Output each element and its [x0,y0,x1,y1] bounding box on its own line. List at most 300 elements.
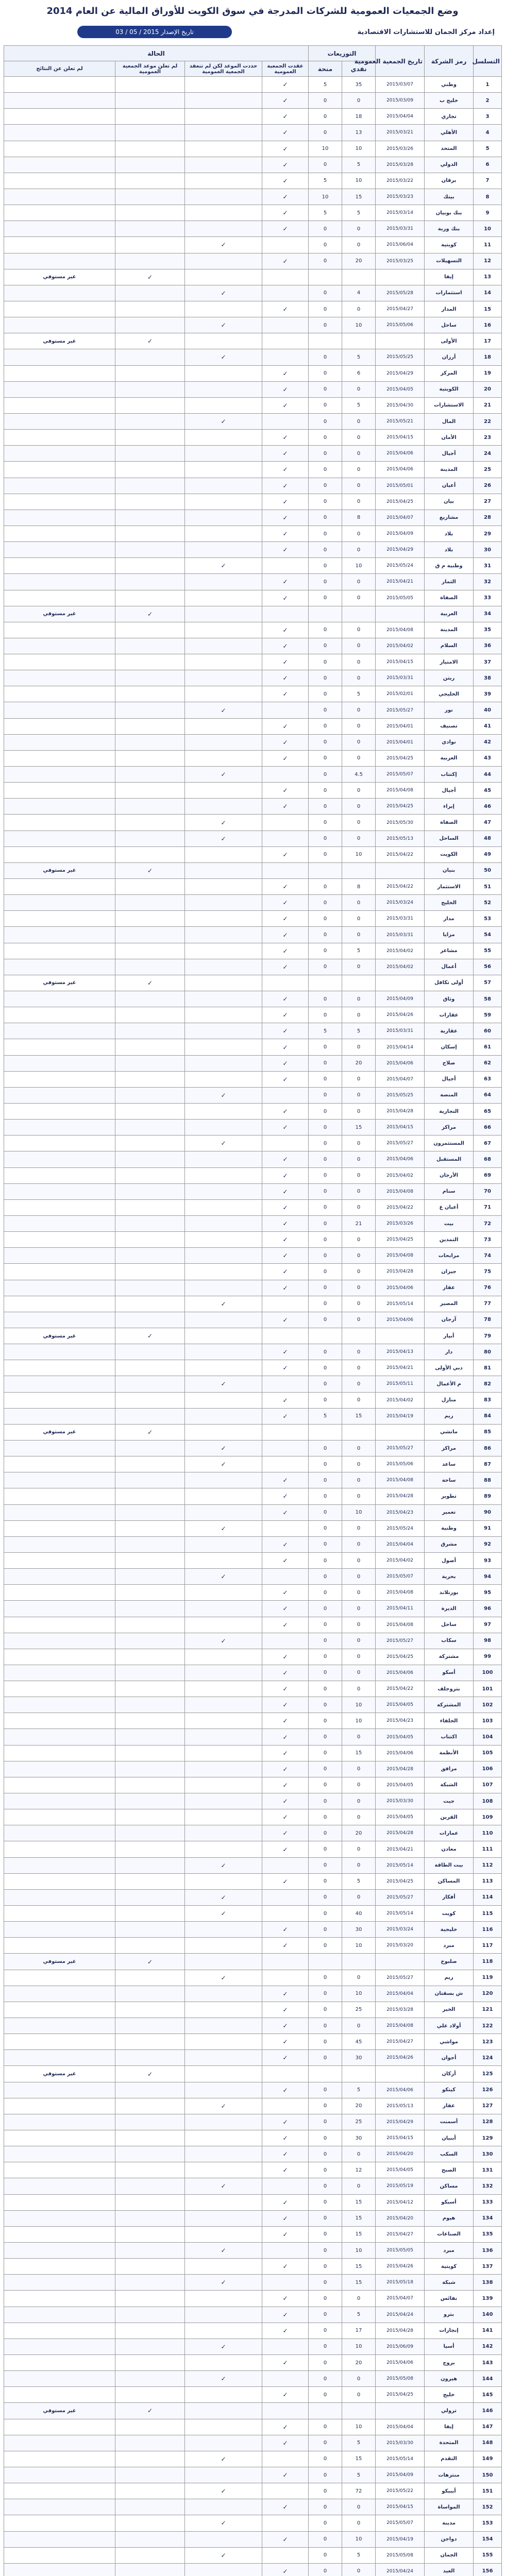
row-cash: 0 [342,2563,376,2576]
table-row [4,221,502,237]
row-serial: 53 [474,911,502,927]
row-serial: 28 [474,510,502,526]
row-not-met [4,141,115,157]
row-agm-date: 2015/04/08 [376,1183,425,1199]
row-set [185,1151,262,1167]
row-company: تجاري [425,109,474,125]
row-not-met: غير مستوفي [4,1328,115,1344]
row-set [185,478,262,494]
row-company: ساحل [425,317,474,333]
row-held: ✓ [262,2162,309,2178]
row-stock [309,606,342,622]
table-row [4,2098,502,2114]
row-agm-date: 2015/05/27 [376,1136,425,1151]
row-not-set [115,1408,185,1424]
table-row [4,2354,502,2370]
row-cash: 5 [342,943,376,959]
row-set [185,2259,262,2275]
row-cash: 0 [342,734,376,750]
row-set [185,125,262,141]
row-serial: 108 [474,1793,502,1809]
row-cash: 18 [342,109,376,125]
row-serial: 76 [474,1280,502,1296]
row-not-set: ✓ [115,2066,185,2082]
row-not-set: ✓ [115,862,185,878]
row-agm-date: 2015/04/30 [376,397,425,413]
row-agm-date: 2015/04/21 [376,574,425,590]
row-company: نوادي [425,734,474,750]
row-held [262,2371,309,2387]
row-serial: 98 [474,1633,502,1649]
row-held: ✓ [262,1039,309,1055]
row-stock: 0 [309,2499,342,2515]
row-company: خليج ب [425,93,474,109]
row-set [185,2018,262,2034]
row-stock: 0 [309,2275,342,2291]
row-not-set [115,1183,185,1199]
row-company: الساحل [425,831,474,846]
row-cash: 5 [342,1023,376,1039]
table-row [4,846,502,862]
row-serial: 154 [474,2531,502,2547]
row-serial: 116 [474,1922,502,1938]
table-row [4,862,502,878]
row-not-met: غير مستوفي [4,333,115,349]
row-cash: 5 [342,2307,376,2323]
row-cash: 5 [342,2435,376,2451]
row-held: ✓ [262,1488,309,1504]
row-agm-date [376,1954,425,1970]
row-company: كيتكو [425,2082,474,2098]
row-set [185,1104,262,1120]
row-cash: 0 [342,1970,376,1986]
row-agm-date: 2015/03/31 [376,670,425,686]
row-cash: 15 [342,1120,376,1136]
row-not-set [115,2018,185,2034]
row-not-met [4,397,115,413]
row-not-met [4,1248,115,1264]
row-company: منازل [425,1392,474,1408]
row-serial: 153 [474,2515,502,2531]
row-not-met [4,253,115,269]
row-serial: 139 [474,2291,502,2307]
row-serial: 134 [474,2210,502,2226]
row-stock: 0 [309,2323,342,2338]
row-cash: 25 [342,2002,376,2018]
row-not-set [115,1922,185,1938]
row-cash: 0 [342,1264,376,1280]
row-agm-date: 2015/03/28 [376,2002,425,2018]
row-stock: 5 [309,77,342,93]
row-agm-date: 2015/04/05 [376,1729,425,1745]
row-company: التسهيلات [425,253,474,269]
row-agm-date: 2015/04/23 [376,1713,425,1729]
row-not-set [115,365,185,381]
table-row [4,2387,502,2403]
row-set: ✓ [185,1520,262,1536]
row-held: ✓ [262,959,309,975]
row-company: كويتية [425,237,474,253]
row-stock: 0 [309,734,342,750]
table-row [4,606,502,622]
row-not-met [4,558,115,574]
row-not-set [115,2242,185,2258]
row-held: ✓ [262,1183,309,1199]
row-serial: 141 [474,2323,502,2338]
row-held: ✓ [262,2323,309,2338]
table-row [4,2515,502,2531]
table-row [4,1857,502,1873]
row-not-met [4,750,115,766]
row-stock: 0 [309,2483,342,2499]
row-agm-date: 2015/04/24 [376,2563,425,2576]
row-company: دبي الأولى [425,1360,474,1376]
row-not-met [4,846,115,862]
row-set: ✓ [185,1906,262,1922]
row-not-met [4,1376,115,1392]
row-held: ✓ [262,526,309,541]
row-agm-date: 2015/04/27 [376,2034,425,2050]
table-row [4,1697,502,1713]
row-serial: 1 [474,77,502,93]
table-row [4,381,502,397]
row-stock: 0 [309,1312,342,1328]
row-agm-date: 2015/04/24 [376,2307,425,2323]
table-row [4,1761,502,1777]
row-not-met [4,2114,115,2130]
row-cash [342,2403,376,2419]
row-stock: 0 [309,285,342,301]
row-held: ✓ [262,2467,309,2483]
row-cash: 0 [342,1569,376,1585]
row-not-set [115,2371,185,2387]
row-not-met [4,1151,115,1167]
row-agm-date: 2015/05/27 [376,1970,425,1986]
row-not-set [115,1136,185,1151]
row-held: ✓ [262,1392,309,1408]
row-stock: 0 [309,1392,342,1408]
table-row [4,2483,502,2499]
row-agm-date: 2015/04/02 [376,1167,425,1183]
row-not-met [4,2307,115,2323]
row-cash: 25 [342,2114,376,2130]
row-not-met [4,430,115,446]
row-stock: 0 [309,1841,342,1857]
row-company: بتروجلف [425,1681,474,1697]
row-not-met: غير مستوفي [4,1424,115,1440]
row-company: المدار [425,301,474,317]
prepared-by [358,26,495,39]
row-serial: 83 [474,1392,502,1408]
row-cash: 0 [342,413,376,429]
table-row [4,1504,502,1520]
row-set [185,1729,262,1745]
row-stock: 0 [309,1488,342,1504]
row-set: ✓ [185,1136,262,1151]
row-serial: 102 [474,1697,502,1713]
row-serial: 137 [474,2259,502,2275]
row-serial: 6 [474,157,502,173]
row-cash: 30 [342,2130,376,2146]
row-not-set [115,670,185,686]
row-not-set [115,189,185,205]
row-agm-date: 2015/05/07 [376,1569,425,1585]
row-stock: 0 [309,1938,342,1954]
row-company: أسيكو [425,2194,474,2210]
row-not-set [115,1585,185,1601]
row-set: ✓ [185,2275,262,2291]
row-not-set [115,1007,185,1023]
table-row [4,750,502,766]
row-not-set [115,397,185,413]
row-cash: 8 [342,879,376,895]
row-stock: 0 [309,93,342,109]
row-held: ✓ [262,430,309,446]
row-company: المدينة [425,462,474,478]
row-stock: 5 [309,173,342,189]
row-stock: 0 [309,2515,342,2531]
row-stock: 0 [309,1232,342,1248]
row-agm-date: 2015/04/02 [376,959,425,975]
row-not-met [4,2371,115,2387]
row-agm-date: 2015/04/25 [376,799,425,815]
row-agm-date: 2015/04/23 [376,1504,425,1520]
row-set: ✓ [185,2242,262,2258]
row-stock: 10 [309,189,342,205]
row-company: المستثمرون [425,1136,474,1151]
row-set [185,2226,262,2242]
row-held [262,815,309,831]
table-row [4,2162,502,2178]
row-stock: 0 [309,2114,342,2130]
table-row [4,2002,502,2018]
row-stock: 0 [309,2098,342,2114]
row-agm-date: 2015/04/06 [376,2082,425,2098]
table-row [4,109,502,125]
table-row [4,93,502,109]
row-not-set [115,1649,185,1665]
row-set [185,365,262,381]
row-held [262,237,309,253]
row-set [185,1649,262,1665]
row-held [262,1889,309,1905]
row-set [185,670,262,686]
row-not-set [115,2435,185,2451]
row-held: ✓ [262,189,309,205]
row-stock: 0 [309,1536,342,1552]
row-not-set [115,2034,185,2050]
row-agm-date: 2015/04/02 [376,638,425,654]
row-set [185,397,262,413]
row-cash: 0 [342,799,376,815]
row-company: كويت [425,1906,474,1922]
row-not-set [115,285,185,301]
row-stock: 5 [309,1408,342,1424]
row-not-met [4,301,115,317]
row-not-set [115,2130,185,2146]
row-company: عقار [425,2098,474,2114]
table-row [4,831,502,846]
row-serial: 59 [474,1007,502,1023]
row-not-set [115,317,185,333]
row-not-met: غير مستوفي [4,2066,115,2082]
col-held: عقدت الجمعية العمومية [262,61,309,77]
row-set [185,1039,262,1055]
row-serial: 32 [474,574,502,590]
row-stock: 0 [309,1199,342,1215]
row-company: مواشي [425,2034,474,2050]
row-cash: 0 [342,2018,376,2034]
row-stock: 0 [309,1922,342,1938]
row-serial: 145 [474,2387,502,2403]
row-stock: 0 [309,446,342,462]
row-stock: 0 [309,1873,342,1889]
row-stock: 0 [309,1520,342,1536]
row-set [185,462,262,478]
row-not-set [115,2210,185,2226]
row-set [185,1424,262,1440]
row-held: ✓ [262,1601,309,1617]
row-cash: 20 [342,2354,376,2370]
row-agm-date: 2015/04/20 [376,2210,425,2226]
row-not-set [115,2467,185,2483]
row-agm-date: 2015/05/18 [376,2275,425,2291]
row-stock: 0 [309,590,342,606]
row-company: الامتياز [425,654,474,670]
row-not-met [4,702,115,718]
row-set [185,2210,262,2226]
row-set [185,991,262,1007]
row-not-met [4,1857,115,1873]
row-serial: 60 [474,1023,502,1039]
row-not-met [4,1809,115,1825]
row-not-met [4,1360,115,1376]
row-cash: 0 [342,93,376,109]
row-agm-date: 2015/04/20 [376,2146,425,2162]
row-not-set [115,1392,185,1408]
row-agm-date: 2015/04/28 [376,1825,425,1841]
row-stock: 0 [309,1264,342,1280]
row-held: ✓ [262,141,309,157]
row-not-met [4,1039,115,1055]
row-serial: 131 [474,2162,502,2178]
row-stock: 0 [309,1215,342,1231]
row-cash: 0 [342,590,376,606]
table-row [4,670,502,686]
row-set [185,446,262,462]
row-stock: 0 [309,1087,342,1103]
row-agm-date: 2015/03/31 [376,911,425,927]
row-agm-date: 2015/04/15 [376,2130,425,2146]
row-held: ✓ [262,654,309,670]
row-stock: 0 [309,542,342,558]
row-not-met [4,1488,115,1504]
row-cash [342,606,376,622]
row-not-met [4,413,115,429]
row-not-set [115,1023,185,1039]
table-row [4,879,502,895]
row-serial: 150 [474,2467,502,2483]
row-set [185,1809,262,1825]
table-row [4,1681,502,1697]
row-held: ✓ [262,1745,309,1761]
row-not-met [4,2354,115,2370]
row-held: ✓ [262,686,309,702]
row-stock: 0 [309,1552,342,1568]
row-held: ✓ [262,1408,309,1424]
table-body [4,77,502,2576]
row-set: ✓ [185,237,262,253]
row-agm-date: 2015/04/28 [376,2323,425,2338]
row-company: أرزان [425,349,474,365]
row-held: ✓ [262,718,309,734]
row-cash: 15 [342,2210,376,2226]
row-serial: 144 [474,2371,502,2387]
row-agm-date: 2015/05/22 [376,2483,425,2499]
row-agm-date: 2015/04/08 [376,1585,425,1601]
table-row [4,1039,502,1055]
table-row [4,1136,502,1151]
row-set [185,1793,262,1809]
row-held: ✓ [262,2226,309,2242]
row-serial: 81 [474,1360,502,1376]
row-company: المصير [425,1296,474,1312]
row-agm-date: 2015/04/28 [376,1761,425,1777]
table-row [4,2435,502,2451]
row-held: ✓ [262,638,309,654]
row-held: ✓ [262,1809,309,1825]
row-serial: 23 [474,430,502,446]
row-not-met [4,2323,115,2338]
row-set [185,1873,262,1889]
row-not-set [115,1312,185,1328]
row-agm-date: 2015/04/07 [376,2291,425,2307]
row-not-set [115,2387,185,2403]
row-stock: 0 [309,1585,342,1601]
row-not-set [115,510,185,526]
row-serial: 86 [474,1440,502,1456]
prepared-by-label: إعداد [478,28,495,36]
row-held: ✓ [262,1922,309,1938]
row-not-set [115,2098,185,2114]
row-agm-date: 2015/04/08 [376,1472,425,1488]
row-set: ✓ [185,2178,262,2194]
row-not-set [115,1360,185,1376]
row-agm-date: 2015/05/05 [376,590,425,606]
row-not-set [115,2194,185,2210]
row-set: ✓ [185,349,262,365]
row-company: مدينة [425,2515,474,2531]
row-cash: 0 [342,1649,376,1665]
row-held [262,1954,309,1970]
row-held [262,1136,309,1151]
row-agm-date: 2015/04/27 [376,301,425,317]
row-stock: 0 [309,1440,342,1456]
row-serial: 14 [474,285,502,301]
table-row [4,189,502,205]
row-not-set: ✓ [115,1954,185,1970]
row-set [185,1120,262,1136]
table-row [4,1408,502,1424]
row-agm-date: 2015/04/25 [376,1649,425,1665]
row-not-set [115,2050,185,2066]
row-serial: 155 [474,2547,502,2563]
row-not-set [115,1071,185,1087]
row-not-met [4,2082,115,2098]
row-set [185,1071,262,1087]
row-company: مدار [425,911,474,927]
table-row [4,1809,502,1825]
